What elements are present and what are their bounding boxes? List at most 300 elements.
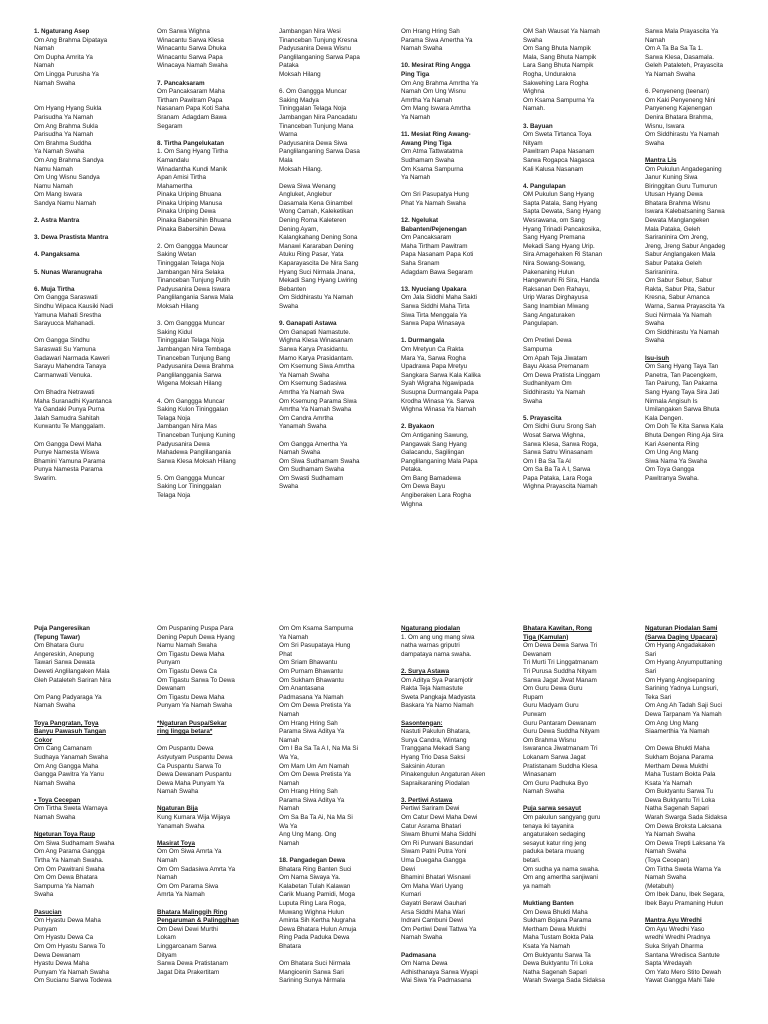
text-line: Om Hyastu Dewa Ca	[34, 934, 94, 942]
text-line: Sudhamam Swaha	[401, 156, 455, 164]
text-line: 2. Om Ganggga Mauncar	[157, 242, 229, 250]
text-line: 5. Om Ganggga Muncar	[157, 474, 225, 482]
text-line: Kumari	[401, 891, 421, 899]
text-line: Om Hyang Angadakaken	[645, 642, 716, 650]
text-line	[157, 71, 271, 80]
section-heading: 11. Mesiat Ring Awang-	[401, 131, 471, 139]
text-line: Punyam Ya Namah Swaha	[157, 702, 233, 710]
upper-text-block	[0, 28, 768, 563]
text-line: Om Gangga Sindhu	[34, 337, 90, 345]
text-line: Om Gangga Dewi Maha	[34, 440, 102, 448]
text-line	[279, 848, 393, 857]
text-line: Maha Tirtham Pawitram	[401, 242, 468, 250]
text-line: Om Pang Padyaraga Ya	[34, 693, 102, 701]
text-line	[401, 711, 515, 720]
text-line: natha warnas griputri	[401, 642, 460, 650]
text-line	[157, 312, 271, 321]
text-line: Sarwa Papa Winasaya	[401, 320, 465, 328]
text-line: Dewanam	[523, 650, 552, 658]
text-line: Gleh Pataleteh Sariran Nira	[34, 676, 112, 684]
text-line: Sarwa Karya Prasidantu.	[279, 345, 349, 353]
text-line: Namah	[279, 710, 300, 718]
text-line: Maha Tustam Bokta Pala	[645, 771, 716, 779]
text-line: Mala Pataka, Geleh	[645, 225, 701, 233]
text-line: Raksanan Den Rahayu,	[523, 285, 590, 293]
text-line	[401, 277, 515, 286]
section-heading: ring lingga betara*	[157, 728, 213, 736]
text-line: Ang Ung Mang. Ong	[279, 831, 337, 839]
text-line: Namah	[279, 839, 300, 847]
text-line: Hyastu Dewa Maha	[34, 960, 89, 968]
text-line: Teka Sari	[645, 693, 672, 701]
text-line: Natha Sagenah Sapari	[523, 968, 587, 976]
text-line: Winacantu Sarwa Papa	[157, 53, 223, 61]
upper-column-2	[157, 28, 271, 563]
section-heading: Ngaturan Bija	[157, 805, 198, 813]
text-line: Sarwa Klesa, Sarwa Roga,	[523, 440, 599, 448]
text-line: Om Cang Camanam	[34, 745, 92, 753]
lower-column-2	[157, 625, 271, 1024]
text-line: Om Ksama Sampurna	[401, 165, 464, 173]
text-line	[34, 329, 148, 338]
text-line: Swaha	[645, 337, 665, 345]
text-line: Om Pancaksaram	[401, 234, 452, 242]
text-line: Sarining Sunya Nirmala	[279, 977, 346, 985]
text-line: 1. Om Sang Hyang Tirtha	[157, 148, 229, 156]
text-line: Jalah Samudra Sahitah	[34, 414, 100, 422]
text-line	[157, 131, 271, 140]
text-line: Namah	[279, 736, 300, 744]
text-line: Om Ksemung Sadasiwa	[279, 380, 347, 388]
text-line: Purwam	[523, 710, 547, 718]
text-line: 3. Om Ganggga Muncar	[157, 320, 225, 328]
text-line: Punyam	[157, 659, 181, 667]
text-line: Mara Ya, Sarwa Rogha	[401, 354, 466, 362]
text-line: Om Sa Ba Ta A I, Sarwa	[523, 466, 591, 474]
text-line: Siwam Bhumi Maha Siddhi	[401, 831, 477, 839]
text-line: Padyusanira Dewa Wisnu	[279, 45, 352, 53]
text-line: Saha Sranam	[401, 260, 440, 268]
text-line	[645, 148, 759, 157]
text-line: Siwam Patni Putra Yoni	[401, 848, 467, 856]
text-line: Pinaka Uriping Dewa	[157, 208, 216, 216]
upper-column-5	[523, 28, 637, 563]
text-line: Om Dewa Broksta Laksana	[645, 822, 722, 830]
text-line	[279, 80, 393, 89]
text-line: Pinaka Uriping Manusa	[157, 199, 223, 207]
text-line: Krodha Winasa Ya. Sarwa	[401, 397, 475, 405]
text-line: Om Ang Ung Mang	[645, 719, 699, 727]
text-line	[34, 823, 148, 832]
text-line: Mala	[279, 156, 293, 164]
text-line	[157, 466, 271, 475]
text-line: Om Sri Pasupatya Hung	[401, 191, 469, 199]
text-line: Hyang Suci Nirmala Jnana,	[279, 268, 356, 276]
text-line: Linggarcanam Sarwa	[157, 942, 217, 950]
text-line: Namah	[645, 36, 666, 44]
text-line: Om Om Hyastu Sarwa To	[34, 942, 106, 950]
text-line: Amrtha Ya Namah	[401, 96, 453, 104]
text-line: Panetra, Tan Pacengkem,	[645, 371, 718, 379]
text-line: Sariraninira.	[645, 268, 679, 276]
text-line: Jagat Dita Prakertitam	[157, 968, 220, 976]
section-heading: 1. Durmangala	[401, 337, 445, 345]
text-line: Luputa Ring Lara Roga,	[279, 900, 346, 907]
text-line: Pawitram Papa Nasanam	[523, 148, 595, 156]
section-heading: 18. Pangadegan Dewa	[279, 857, 346, 865]
text-line: 6. Penyeneng (teenan)	[645, 88, 710, 96]
text-line: Wighna Prayascita Namah	[523, 483, 598, 491]
section-heading: Bhatara Malinggih Ring	[157, 908, 228, 916]
text-line: Sapta Dewata, Sang Hyang	[523, 208, 601, 216]
text-line: Om Ang Ah Tadah Saji Suci	[645, 702, 722, 710]
text-line: Sarining Yadnya Lungsuri,	[645, 685, 719, 693]
text-line: Siddhirastu Ya Namah	[523, 388, 586, 396]
lower-column-1	[34, 625, 148, 1024]
text-line: Bayu Akasa Premanam	[523, 363, 589, 371]
text-line: Nirmala Angisuh Is	[645, 397, 698, 405]
text-line: Om Bang Bamadewa	[401, 474, 461, 482]
text-line: 6. Om Ganggga Muncar	[279, 88, 347, 96]
text-line: Om Buktyantu Sarwa Ta	[523, 951, 591, 959]
section-heading: Tiga (Kamulan)	[523, 633, 569, 641]
text-line: Pertiwi Sariram Dewi	[401, 805, 460, 813]
section-heading: 2. Astra Mantra	[34, 217, 80, 225]
text-line: Namah	[157, 857, 178, 865]
section-heading: Puja Pangeresikan	[34, 625, 90, 632]
text-line: Guru Madyam Guru	[523, 702, 579, 710]
text-line: Sarayu Mahendra Tanaya	[34, 363, 106, 371]
text-line: Syah Wigraha Ngawipada	[401, 380, 474, 388]
text-line: Om Sabur Sebur, Sabur	[645, 277, 713, 285]
text-line: Om Siwa Sudhamam Swaha	[34, 839, 115, 847]
text-line	[645, 346, 759, 355]
section-heading: • Toya Cecepan	[34, 796, 81, 804]
text-line: Om Ri Purwani Basundari	[401, 839, 474, 847]
text-line	[523, 114, 637, 123]
text-line	[279, 174, 393, 183]
text-line: Sapta Patala, Sang Hyang	[523, 199, 598, 207]
text-line: Mahamertha	[157, 182, 193, 190]
text-line: Om Dewa Pratista Linggam	[523, 371, 600, 379]
text-line: Om Hrang Hring Sah	[279, 788, 338, 796]
text-line: Susupna Durmangala Papa	[401, 388, 479, 396]
text-line: Sarayucca Mahanadi.	[34, 320, 95, 328]
text-line: Petaka.	[401, 466, 423, 474]
text-line	[645, 737, 759, 746]
text-line: Swaha	[279, 303, 299, 310]
text-line: Om Pretiwi Dewa	[523, 337, 572, 345]
text-line: wredhi Wredhi Pradnya	[645, 934, 711, 942]
text-line: Sang Hyang Premana	[523, 234, 585, 242]
text-line: Utusan Hyang Dewa	[645, 191, 703, 199]
text-line: Om Tigastu Dewa Ca	[157, 667, 217, 675]
section-heading: Ngaturan Piodalan Sami	[645, 625, 718, 632]
text-line: Tirtham Pawitram Papa	[157, 96, 223, 104]
text-line: Om Dewi Dewi Murthi	[157, 925, 218, 933]
text-line: Nasanam Papa Koti Saha	[157, 105, 230, 113]
text-line: Dewa Dewanam Puspantu	[157, 771, 232, 779]
text-line: Om Tirtha Sweta Warnaya	[34, 805, 108, 813]
text-line: Astyutyam Puspantu Dewa	[157, 753, 233, 761]
text-line: Wa Ya,	[279, 753, 299, 761]
text-line: Om Ang Brahma Dipataya	[34, 36, 108, 44]
text-line: Om Brahma Suddha	[34, 139, 92, 147]
section-heading: 5. Prayascita	[523, 414, 562, 422]
text-line: Om Yato Mero Stito Dewah	[645, 968, 722, 976]
text-line: ya namah	[523, 882, 551, 890]
text-line: Mahadewa Panglilangania	[157, 449, 231, 457]
text-line: Ring Pada Paduka Dewa	[279, 934, 350, 942]
text-line: Om Sucianu Sarwa Todewa	[34, 977, 112, 985]
text-line: Guru Dewa Suddha Nityam	[523, 728, 600, 736]
text-line: Kari Asenenta Ring	[645, 440, 699, 448]
text-line: Ya Namah Swaha	[279, 371, 330, 379]
text-line: Sarwa Klesa, Dasamala.	[645, 53, 714, 61]
text-line: Winacantu Sarwa Klesa	[157, 36, 224, 44]
text-line: Om Bhatara Suci Nirmala	[279, 960, 351, 968]
text-line: Om Dewa Dewa Sarwa Tri	[523, 642, 598, 650]
text-line	[645, 909, 759, 918]
text-line: Om Guru Dewa Guru	[523, 685, 583, 693]
text-line: Om Om Dewa Bhatara	[34, 874, 98, 882]
text-line	[401, 54, 515, 63]
text-line: Sukham Bojana Parama	[523, 917, 592, 925]
text-line: Om Sidhi Guru Srong Sah	[523, 423, 597, 431]
text-line: Bhatara Ring Banten Suci	[279, 865, 352, 873]
text-line: Om Siddhirastu Ya Namah	[645, 328, 720, 336]
text-line: Ya Namah	[401, 174, 431, 182]
text-line: Om Buktyantu Sarwa Tu	[645, 788, 714, 796]
text-line: Tininggalan Telaga Noja	[157, 337, 225, 345]
text-line: Sari	[645, 667, 657, 675]
text-line: Namah Swaha	[279, 449, 321, 457]
text-line: Bhatara Brahma Wisnu	[645, 199, 711, 207]
section-heading: Masirat Toya	[157, 839, 196, 847]
text-line: Sarwa Satru Winasanam	[523, 449, 593, 457]
text-line: Sarwa Mala Prayascita Ya	[645, 28, 719, 35]
text-line: Angluket, Anglebur	[279, 191, 332, 199]
text-line: Dewa Siwa Wenang	[279, 182, 336, 190]
text-line: Mangicenin Sarwa Sari	[279, 968, 344, 976]
text-line: Om Dupha Amrita Ya	[34, 53, 93, 61]
text-line: sesayut katur ring jeng	[523, 839, 587, 847]
text-line: Ca Puspantu Sarwa To	[157, 762, 222, 770]
lower-column-5	[523, 625, 637, 1024]
text-line: Om Dewa Bayu	[401, 483, 446, 491]
section-heading: Pasucian	[34, 908, 62, 916]
text-line: Maha Tustam Bokta Pala	[523, 934, 594, 942]
text-line: Sang Angaturaken	[523, 311, 575, 319]
text-line: Sangkara Sarwa Kala Kalika	[401, 371, 481, 379]
text-line: Sarwa Jagat Jiwat Manam	[523, 676, 597, 684]
text-line: Telaga Noja	[157, 414, 191, 422]
text-line: Apan Amisi Tirtha	[157, 174, 206, 182]
text-line: Om Lingga Purusha Ya	[34, 70, 99, 78]
text-line: Kresna, Sabur Amanca	[645, 294, 710, 302]
section-heading: 10. Mesirat Ring Angga	[401, 62, 471, 70]
text-line: Tri Murti Tri Linggatmanam	[523, 659, 598, 667]
text-line: Padmasana Ya Namah	[279, 693, 344, 701]
text-line	[34, 685, 148, 694]
text-line: Wong Camah, Kaleketikan	[279, 208, 354, 216]
text-line: Sapta Wredayah	[645, 960, 692, 968]
text-line: Sabur Pataka Geleh	[645, 260, 702, 268]
text-line: Tinanceban Tunjung Putih	[157, 277, 230, 285]
text-line: Pakenaning Hulun	[523, 268, 575, 276]
text-line: Om Ibek Danu, Ibek Segara,	[645, 891, 725, 899]
text-line: Lokam	[157, 934, 176, 942]
text-line: Pawitranya Swaha.	[645, 474, 699, 482]
text-line: Padyusanira Dewa	[157, 440, 210, 448]
text-line: Namu Namah	[34, 182, 73, 190]
text-line: Dityam	[157, 951, 177, 959]
text-line: Om Anantasana	[279, 685, 325, 693]
text-line: Angereskin, Anepung	[34, 650, 94, 658]
text-line	[523, 329, 637, 338]
text-line: Hangewruhi Ri Sira, Handa	[523, 277, 600, 285]
text-line	[34, 711, 148, 720]
text-line: Dewi	[401, 865, 415, 873]
text-line: Wa Ya	[279, 822, 298, 830]
text-line: Om Tigastu Dewa Maha	[157, 693, 225, 701]
text-line: Kurwantu Te Manggalam.	[34, 423, 106, 431]
text-line: Om I Ba Sa Ta Al	[523, 457, 571, 465]
section-heading: Ping Tiga	[401, 70, 430, 78]
text-line: Sukham Bojana Parama	[645, 753, 714, 761]
text-line: Manawi Kararaban Dening	[279, 242, 354, 250]
text-line	[523, 797, 637, 806]
text-line: Om Sarwa Wighna	[157, 28, 210, 35]
text-line: Parisudha Ya Namah	[34, 131, 94, 139]
text-line: Om Puspantu Dewa	[157, 745, 214, 753]
text-line: Om Ganapati Namastute.	[279, 328, 351, 336]
text-line: Om Ksama Sampurna Ya	[523, 96, 595, 104]
text-line	[401, 659, 515, 668]
text-line: Namah	[279, 805, 300, 813]
text-line: Om Sweta Tirtanca Toya	[523, 131, 592, 139]
text-line	[401, 329, 515, 338]
text-line: Om Sukham Bhawantu	[279, 676, 344, 684]
text-line	[157, 831, 271, 840]
text-line: Bhuta Dengen Ring Aja Sira	[645, 431, 724, 439]
section-heading: Ngeturan Toya Raup	[34, 831, 96, 839]
text-line: Gadawari Narmada Kaweri	[34, 354, 110, 362]
text-line: Moksah Hilang	[279, 70, 321, 78]
section-heading: 1. Ngaturang Asep	[34, 28, 90, 35]
text-line: Om Mang Iswara Amrtha	[401, 105, 471, 113]
text-line: Om Nama Siwaya Ya.	[279, 874, 341, 882]
text-line: Tirtha Ya Namah Swaha.	[34, 857, 104, 865]
text-line: Om Hrang Hring Sah	[401, 28, 460, 35]
text-line: Om Ang Gangga Maha	[34, 762, 99, 770]
text-line: Swaha	[645, 320, 665, 328]
text-line: Biringgitan Guru Tumurun	[645, 182, 718, 190]
text-line	[34, 380, 148, 389]
text-line: Om Kaki Penyeneng Nini	[645, 96, 716, 104]
text-line: Sang Inambian Miwang	[523, 303, 589, 310]
text-line: Siwa Tirta Menggala Ya	[401, 311, 467, 319]
text-line: Rupam	[523, 693, 544, 701]
text-line: Sindhu Wipaca Kausiki Nadi	[34, 303, 114, 310]
text-line: Surya Candra, Wintang	[401, 736, 467, 744]
text-line: Yamuna Mahati Srestha	[34, 311, 102, 319]
text-line: Siaamerthia Ya Namah	[645, 728, 710, 736]
text-line: Om Ung Ang Mang	[645, 449, 699, 457]
text-line: Om Om Dewa Pretista Ya	[279, 771, 351, 779]
text-line: Segaram	[157, 122, 183, 130]
text-line: Warna, Sarwa Prayascita Ya	[645, 303, 725, 310]
section-heading: Padmasana	[401, 951, 437, 959]
text-line: Dewata Manglangeken	[645, 217, 710, 225]
text-line: Om Hyang Angisepaning	[645, 676, 715, 684]
text-line: Papa Nasanam Papa Koti	[401, 251, 474, 259]
text-line: Moksah Hilang.	[279, 165, 323, 173]
text-line: Panglilangania Sarwa Mala	[157, 294, 234, 302]
text-line: Nityam	[523, 139, 543, 147]
section-heading: Mantra Lis	[645, 156, 677, 164]
text-line: Sabur Anglangaken Mala	[645, 251, 716, 259]
text-line	[157, 711, 271, 720]
text-line	[157, 900, 271, 909]
text-line	[34, 277, 148, 286]
text-line: Saraswati Su Yamuna	[34, 345, 96, 353]
text-line: Namah Swaha	[523, 788, 565, 796]
text-line: Sarwa Siddhi Maha Tirta	[401, 303, 470, 310]
text-line: Rogha, Undurakna	[523, 70, 576, 78]
text-line: Tawari Sarwa Dewata	[34, 659, 95, 667]
text-line: Suka Sriyah Dharma	[645, 942, 704, 950]
text-line: Swaha	[645, 139, 665, 147]
upper-column-4	[401, 28, 515, 563]
text-line: Om Siddhirastu Ya Namah	[645, 131, 720, 139]
text-line: Punya Namesta Parama	[34, 466, 103, 474]
section-heading: Banyu Pawasuh Tangan	[34, 728, 106, 736]
section-heading: 3. Pertiwi Astawa	[401, 796, 453, 804]
text-line: Mala, Sang Bhuta Nampik	[523, 53, 597, 61]
text-line: Yanamah Swaha	[279, 423, 327, 431]
text-line: Namah Swaha	[34, 79, 76, 87]
text-line: Ibek Bayu Pramaning Hulun	[645, 900, 724, 907]
text-line: Om Ksemung Parama Siwa	[279, 397, 357, 405]
text-line: Telaga Noja	[157, 492, 191, 500]
text-line: Dewa Buktyantu Tri Loka	[645, 796, 716, 804]
text-line: Namu Namah Swaha	[157, 642, 217, 650]
section-heading: 4. Pangaksama	[34, 251, 80, 259]
text-line	[401, 123, 515, 132]
text-line: Namah Swaha	[645, 874, 687, 882]
text-line: Swaha	[279, 483, 299, 491]
text-line: Dewa Buktyantu Tri Loka	[523, 960, 594, 968]
text-line	[157, 797, 271, 806]
text-line: Om Jala Siddhi Maha Sakti	[401, 294, 477, 302]
text-line: Kala Dengen.	[645, 414, 684, 422]
text-line	[523, 174, 637, 183]
text-line: Carik Muang Pamidi, Moga	[279, 891, 355, 899]
text-line: Wigena Moksah Hilang	[157, 380, 222, 388]
text-line: Om Om Dewa Pretista Ya	[279, 702, 351, 710]
section-heading: 8. Tirtha Pangelukatan	[157, 139, 225, 147]
text-line: Om Doh Te Kita Sarwa Kala	[645, 423, 724, 431]
text-line: Sakwehing Lara Rogha	[523, 79, 589, 87]
text-line: Bhatara	[279, 942, 302, 950]
text-line	[34, 226, 148, 235]
section-heading: Pengaruman & Palinggihan	[157, 917, 239, 925]
lower-text-block	[0, 625, 768, 1024]
text-line: Jambangan Nira Pancadatu	[279, 113, 358, 121]
text-line: Swaha	[523, 397, 543, 405]
text-line: Tinanceban Tunjung Mana	[279, 122, 354, 130]
